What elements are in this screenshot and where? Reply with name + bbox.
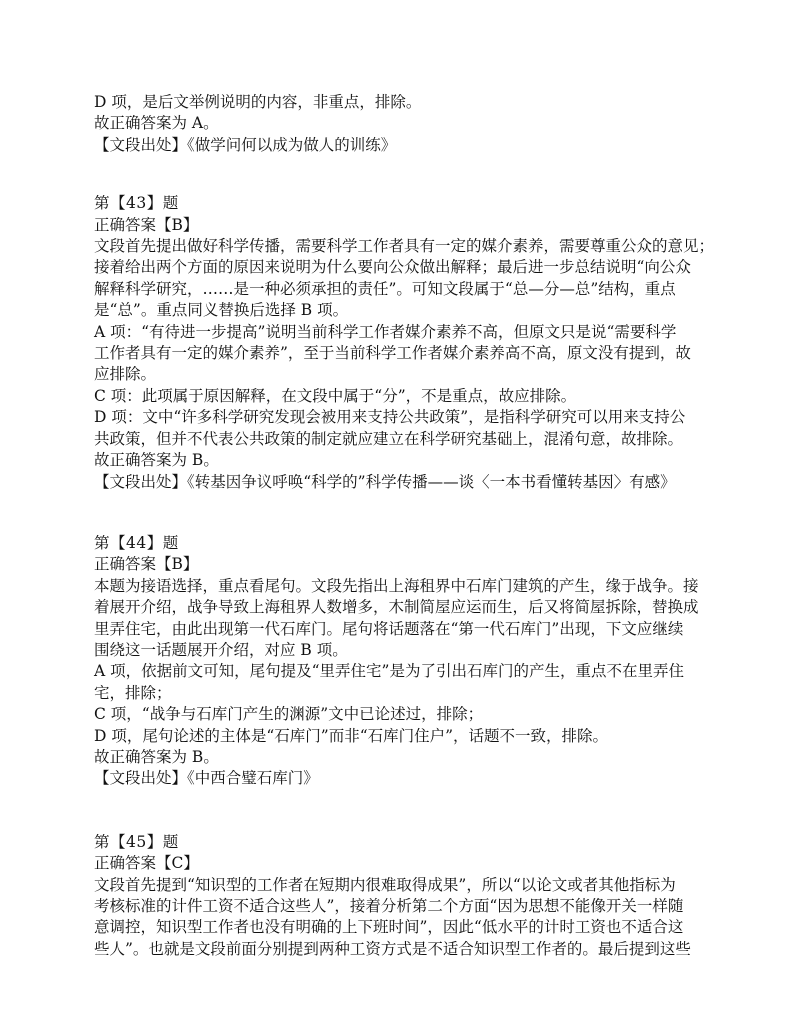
source-line: 【文段出处】《转基因争议呼唤“科学的”科学传播——谈〈一本书看懂转基因〉有感》: [94, 472, 676, 491]
text-line: 故正确答案为 A。: [94, 114, 219, 133]
source-line: 【文段出处】《中西合璧石库门》: [94, 769, 319, 788]
text-line: 共政策，但并不代表公共政策的制定就应建立在科学研究基础上，混淆句意，故排除。: [94, 429, 684, 448]
text-line: 围绕这一话题展开介绍，对应 B 项。: [94, 640, 348, 659]
text-line: 解释科学研究，……是一种必须承担的责任”。可知文段属于“总—分—总”结构，重点: [94, 279, 676, 298]
text-line: 着展开介绍，战争导致上海租界人数增多，木制简屋应运而生，后又将简屋拆除，替换成: [94, 598, 699, 617]
text-line: 应排除。: [94, 365, 157, 384]
text-line: C 项：此项属于原因解释，在文段中属于“分”，不是重点，故应排除。: [94, 386, 577, 405]
text-line: A 项：“有待进一步提高”说明当前科学工作者媒介素养不高，但原文只是说“需要科学: [94, 322, 677, 341]
question-45-section: [94, 832, 712, 960]
question-44-section: [94, 533, 712, 790]
question-title: 第【43】题: [94, 194, 179, 213]
text-line: 文段首先提出做好科学传播，需要科学工作者具有一定的媒介素养，需要尊重公众的意见；: [94, 237, 715, 256]
text-line: 宅，排除；: [94, 683, 172, 702]
text-line: D 项，尾句论述的主体是“石库门”而非“石库门住户”，话题不一致，排除。: [94, 726, 609, 745]
text-line: 本题为接语选择，重点看尾句。文段先指出上海租界中石库门建筑的产生，缘于战争。接: [94, 576, 699, 595]
text-line: D 项：文中“许多科学研究发现会被用来支持公共政策”，是指科学研究可以用来支持公: [94, 408, 686, 427]
text-line: 故正确答案为 B。: [94, 747, 219, 766]
text-line: 文段首先提到“知识型的工作者在短期内很难取得成果”，所以“以论文或者其他指标为: [94, 875, 676, 894]
text-line: 是“总”。重点同义替换后选择 B 项。: [94, 301, 349, 320]
correct-answer: 正确答案【C】: [94, 854, 199, 873]
text-line: D 项，是后文举例说明的内容，非重点，排除。: [94, 93, 422, 111]
text-line: C 项，“战争与石库门产生的渊源”文中已论述过，排除；: [94, 705, 484, 724]
text-line: 里弄住宅，由此出现第一代石库门。尾句将话题落在“第一代石库门”出现，下文应继续: [94, 619, 684, 638]
text-line: 工作者具有一定的媒介素养”，至于当前科学工作者媒介素养高不高，原文没有提到，故: [94, 344, 691, 363]
text-line: 接着给出两个方面的原因来说明为什么要向公众做出解释；最后进一步总结说明“向公众: [94, 258, 691, 277]
text-line: A 项，依据前文可知，尾句提及“里弄住宅”是为了引出石库门的产生，重点不在里弄住: [94, 662, 684, 681]
intro-section: [94, 92, 712, 156]
question-43-section: [94, 193, 715, 493]
text-line: 些人”。也就是文段前面分别提到两种工资方式是不适合知识型工作者的。最后提到这些: [94, 939, 691, 958]
text-line: 意调控，知识型工作者也没有明确的上下班时间”，因此“低水平的计时工资也不适合这: [94, 918, 684, 937]
correct-answer: 正确答案【B】: [94, 555, 199, 574]
source-line: 【文段出处】《做学问何以成为做人的训练》: [94, 135, 397, 154]
question-title: 第【44】题: [94, 533, 179, 552]
text-line: 考核标准的计件工资不适合这些人”，接着分析第二个方面“因为思想不能像开关一样随: [94, 897, 684, 915]
correct-answer: 正确答案【B】: [94, 215, 199, 234]
document-body: [94, 92, 715, 960]
question-title: 第【45】题: [94, 832, 179, 851]
text-line: 故正确答案为 B。: [94, 451, 219, 470]
